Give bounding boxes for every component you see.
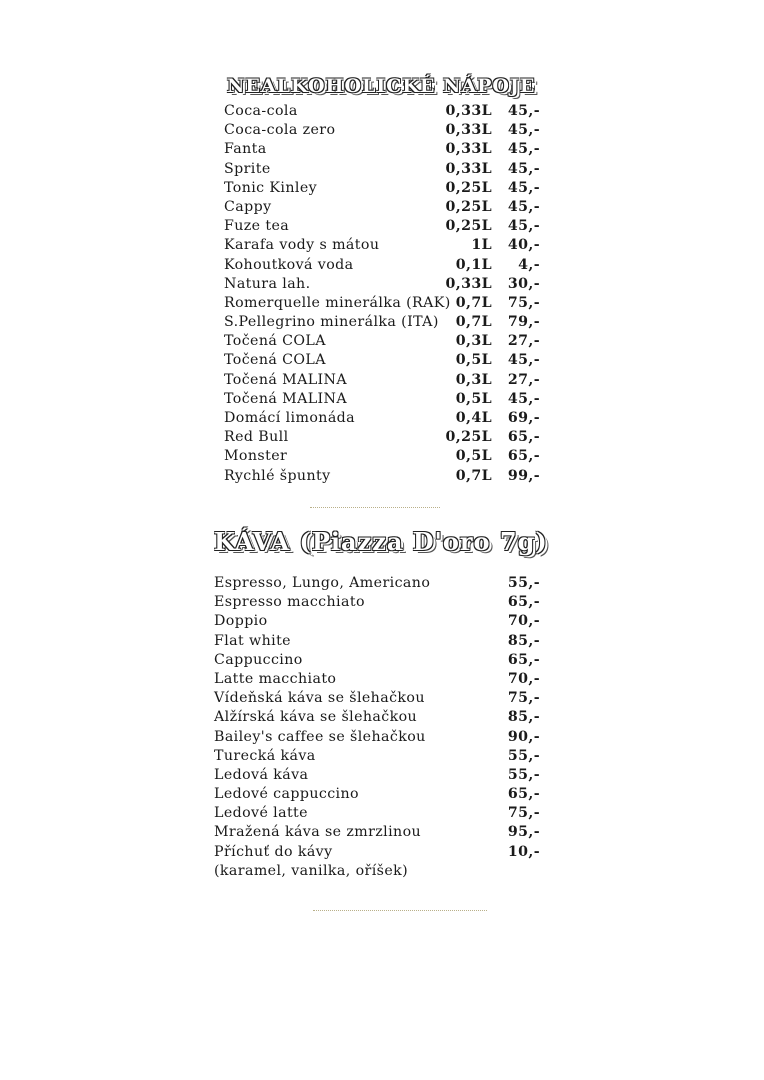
section-divider: [313, 910, 487, 911]
list-item: [224, 333, 540, 352]
item-price: 65,-: [507, 786, 540, 803]
item-volume: 0,7L: [455, 467, 492, 484]
item-volume: 0,5L: [455, 390, 492, 407]
item-price: 65,-: [507, 429, 540, 446]
item-volume: 0,4L: [455, 410, 492, 426]
item-name: Karafa vody s mátou: [224, 237, 380, 254]
item-price: 45,-: [507, 198, 540, 215]
item-name: Příchuť do kávy: [214, 843, 333, 860]
item-name: Vídeňská káva se šlehačkou: [214, 690, 425, 707]
list-item: [214, 613, 540, 632]
item-price: 95,-: [507, 824, 540, 841]
nealko-list: [224, 103, 540, 487]
list-item: [214, 671, 540, 690]
item-name: Coca-cola: [224, 103, 298, 119]
flavor-note: (karamel, vanilka, oříšek): [214, 862, 409, 879]
item-price: 75,-: [507, 690, 540, 707]
item-volume: 0,33L: [445, 141, 492, 158]
list-item: [224, 141, 540, 160]
item-name: Natura lah.: [224, 275, 311, 292]
list-item: [214, 767, 540, 786]
list-item: [214, 633, 540, 652]
item-name: Fanta: [224, 141, 267, 158]
item-price: 27,-: [507, 371, 540, 388]
item-name: Točená MALINA: [224, 390, 348, 407]
item-volume: 0,25L: [445, 218, 492, 235]
item-volume: 0,7L: [455, 294, 492, 311]
item-name: Turecká káva: [214, 747, 316, 764]
item-price: 45,-: [507, 141, 540, 158]
list-item: [214, 824, 540, 843]
kava-title: KÁVA (Piazza D'oro 7g): [214, 527, 548, 556]
item-volume: 0,25L: [445, 198, 492, 215]
list-item: [224, 468, 540, 487]
item-price: 65,-: [507, 594, 540, 611]
item-volume: 0,33L: [445, 122, 492, 139]
item-volume: 0,33L: [445, 160, 492, 177]
item-name: Kohoutková voda: [224, 256, 354, 273]
item-name: Bailey's caffee se šlehačkou: [214, 728, 426, 745]
list-item: [224, 352, 540, 371]
item-name: Rychlé špunty: [224, 467, 331, 484]
list-item: [214, 575, 540, 594]
item-name: Cappuccino: [214, 651, 303, 668]
item-name: S.Pellegrino minerálka (ITA): [224, 314, 439, 331]
item-volume: 0,33L: [445, 275, 492, 292]
item-name: Latte macchiato: [214, 670, 337, 687]
item-name: Red Bull: [224, 429, 289, 446]
item-volume: 0,5L: [455, 448, 492, 465]
item-price: 45,-: [507, 352, 540, 369]
nealko-title: NEALKOHOLICKÉ NÁPOJE: [227, 75, 536, 97]
list-item: [224, 161, 540, 180]
item-price: 85,-: [507, 632, 540, 649]
item-name: Alžírská káva se šlehačkou: [214, 709, 418, 726]
item-name: Sprite: [224, 160, 271, 177]
list-item: [214, 805, 540, 824]
item-name: Mražená káva se zmrzlinou: [214, 824, 422, 841]
item-price: 45,-: [507, 103, 540, 119]
item-price: 75,-: [507, 805, 540, 822]
list-item: [224, 218, 540, 237]
list-item: [224, 410, 540, 429]
item-volume: 0,3L: [455, 333, 492, 350]
item-name: Domácí limonáda: [224, 410, 356, 426]
item-price: 55,-: [507, 766, 540, 783]
list-item: [224, 276, 540, 295]
item-name: Cappy: [224, 198, 272, 215]
item-price: 69,-: [507, 410, 540, 426]
item-volume: 0,25L: [445, 179, 492, 196]
list-item: [214, 729, 540, 748]
list-item: [224, 448, 540, 467]
item-volume: 0,5L: [455, 352, 492, 369]
item-price: 45,-: [507, 160, 540, 177]
item-price: 70,-: [507, 613, 540, 630]
item-price: 45,-: [507, 218, 540, 235]
item-name: Espresso, Lungo, Americano: [214, 575, 431, 591]
item-volume: 1L: [471, 237, 492, 254]
list-item: [224, 180, 540, 199]
list-item: [224, 429, 540, 448]
item-name: Točená COLA: [224, 333, 326, 350]
item-name: Coca-cola zero: [224, 122, 336, 139]
list-item: [224, 237, 540, 256]
item-price: 27,-: [507, 333, 540, 350]
list-item: [214, 652, 540, 671]
item-price: 79,-: [507, 314, 540, 331]
list-item: [224, 199, 540, 218]
item-price: 45,-: [507, 390, 540, 407]
item-price: 65,-: [507, 651, 540, 668]
item-price: 70,-: [507, 670, 540, 687]
list-item: [214, 594, 540, 613]
section-divider: [310, 507, 440, 508]
item-price: 85,-: [507, 709, 540, 726]
item-price: 55,-: [507, 575, 540, 591]
item-name: Točená COLA: [224, 352, 326, 369]
item-name: Ledová káva: [214, 766, 309, 783]
item-name: Flat white: [214, 632, 291, 649]
item-volume: 0,25L: [445, 429, 492, 446]
item-name: Ledové latte: [214, 805, 308, 822]
list-item: [224, 391, 540, 410]
item-name: Espresso macchiato: [214, 594, 365, 611]
item-price: 99,-: [507, 467, 540, 484]
list-item: [224, 314, 540, 333]
item-price: 75,-: [507, 294, 540, 311]
item-name: Romerquelle minerálka (RAK): [224, 294, 451, 311]
item-name: Monster: [224, 448, 288, 465]
list-item: [214, 844, 540, 863]
list-item: [214, 748, 540, 767]
list-item: [224, 372, 540, 391]
list-item: [214, 709, 540, 728]
item-name: Točená MALINA: [224, 371, 348, 388]
list-item: [224, 257, 540, 276]
list-item: [214, 786, 540, 805]
item-name: Doppio: [214, 613, 268, 630]
list-item: [224, 103, 540, 122]
item-price: 65,-: [507, 448, 540, 465]
item-name: Ledové cappuccino: [214, 786, 359, 803]
item-price: 10,-: [507, 843, 540, 860]
list-item: [224, 122, 540, 141]
item-price: 30,-: [507, 275, 540, 292]
item-volume: 0,7L: [455, 314, 492, 331]
item-volume: 0,1L: [455, 256, 492, 273]
item-name: Fuze tea: [224, 218, 290, 235]
list-item: [214, 690, 540, 709]
item-name: Tonic Kinley: [224, 179, 318, 196]
item-price: 45,-: [507, 122, 540, 139]
item-price: 45,-: [507, 179, 540, 196]
item-volume: 0,33L: [445, 103, 492, 119]
item-price: 40,-: [507, 237, 540, 254]
item-volume: 0,3L: [455, 371, 492, 388]
item-price: 55,-: [507, 747, 540, 764]
list-item: [224, 295, 540, 314]
item-price: 4,-: [518, 256, 540, 273]
item-price: 90,-: [507, 728, 540, 745]
kava-list: [214, 575, 540, 882]
